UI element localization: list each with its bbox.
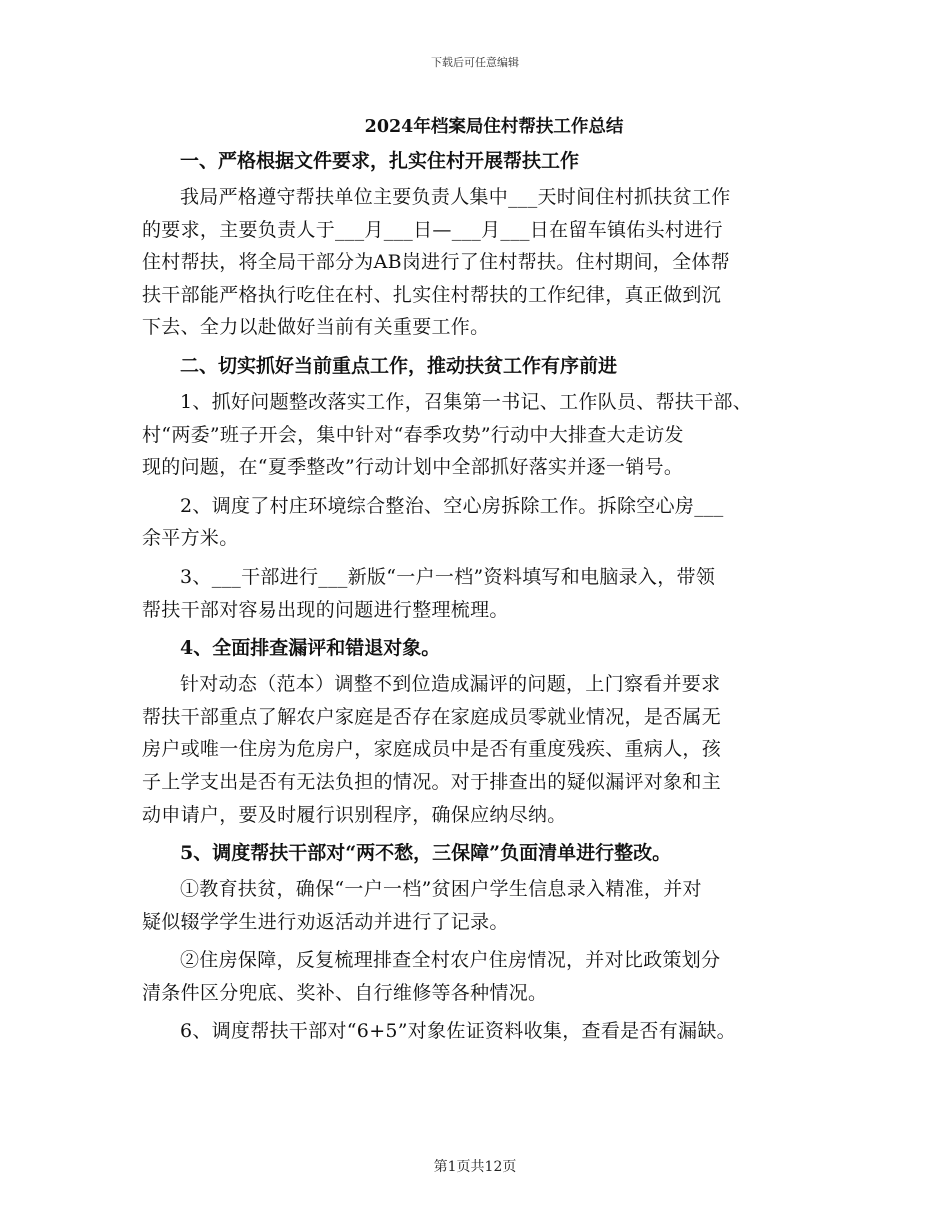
paragraph-line: 余平方米。 — [142, 527, 239, 550]
paragraph-line: 疑似辍学学生进行劝返活动并进行了记录。 — [142, 910, 509, 933]
paragraph-line: 3、___干部进行___新版“一户一档”资料填写和电脑录入，带领 — [180, 565, 716, 588]
paragraph-line: 清条件区分兜底、奖补、自行维修等各种情况。 — [142, 981, 548, 1004]
paragraph-line: 6、调度帮扶干部对“6+5”对象佐证资料收集，查看是否有漏缺。 — [180, 1020, 736, 1043]
paragraph-line: 现的问题，在“夏季整改”行动计划中全部抓好落实并逐一销号。 — [142, 456, 684, 479]
document-body — [142, 112, 832, 1054]
paragraph-line: ①教育扶贫，确保“一户一档”贫困户学生信息录入精准，并对 — [180, 878, 702, 901]
header-note: 下载后可任意编辑 — [431, 56, 519, 69]
paragraph-line: ②住房保障，反复梳理排查全村农户住房情况，并对比政策划分 — [180, 949, 721, 972]
paragraph-line: 针对动态（范本）调整不到位造成漏评的问题，上门察看并要求 — [180, 673, 721, 696]
paragraph-line: 村“两委”班子开会，集中针对“春季攻势”行动中大排查大走访发 — [142, 423, 684, 446]
paragraph-line: 房户或唯一住房为危房户，家庭成员中是否有重度残疾、重病人，孩 — [142, 738, 722, 761]
paragraph-line: 动申请户，要及时履行识别程序，确保应纳尽纳。 — [142, 803, 567, 826]
section-heading: 5、调度帮扶干部对“两不愁，三保障”负面清单进行整改。 — [180, 842, 672, 865]
paragraph — [142, 1015, 832, 1048]
paragraph — [142, 873, 832, 938]
section-heading: 二、切实抓好当前重点工作，推动扶贫工作有序前进 — [180, 354, 618, 377]
paragraph — [142, 668, 832, 831]
paragraph-line: 扶干部能严格执行吃住在村、扎实住村帮扶的工作纪律，真正做到沉 — [142, 283, 722, 306]
section-heading: 一、严格根据文件要求，扎实住村开展帮扶工作 — [180, 150, 580, 172]
paragraph — [142, 561, 832, 626]
document-title: 2024年档案局住村帮扶工作总结 — [364, 117, 624, 137]
paragraph-line: 住村帮扶，将全局干部分为AB岗进行了住村帮扶。住村期间，全体帮 — [142, 251, 730, 274]
paragraph-line: 1、抓好问题整改落实工作，召集第一书记、工作队员、帮扶干部、 — [180, 390, 753, 413]
paragraph — [142, 181, 832, 344]
paragraph — [142, 944, 832, 1009]
paragraph — [142, 386, 832, 484]
section-heading: 4、全面排查漏评和错退对象。 — [180, 637, 441, 660]
paragraph-line: 子上学支出是否有无法负担的情况。对于排查出的疑似漏评对象和主 — [142, 770, 722, 793]
paragraph-line: 我局严格遵守帮扶单位主要负责人集中___天时间住村抓扶贫工作 — [180, 186, 731, 208]
paragraph-line: 的要求，主要负责人于___月___日—___月___日在留车镇佑头村进行 — [142, 218, 723, 241]
paragraph-line: 2、调度了村庄环境综合整治、空心房拆除工作。拆除空心房___ — [180, 494, 724, 517]
paragraph — [142, 490, 832, 555]
paragraph-line: 帮扶干部对容易出现的问题进行整理梳理。 — [142, 598, 509, 621]
page-footer: 第1页共12页 — [433, 1159, 517, 1175]
paragraph-line: 下去、全力以赴做好当前有关重要工作。 — [142, 316, 490, 339]
paragraph-line: 帮扶干部重点了解农户家庭是否存在家庭成员零就业情况，是否属无 — [142, 705, 722, 728]
